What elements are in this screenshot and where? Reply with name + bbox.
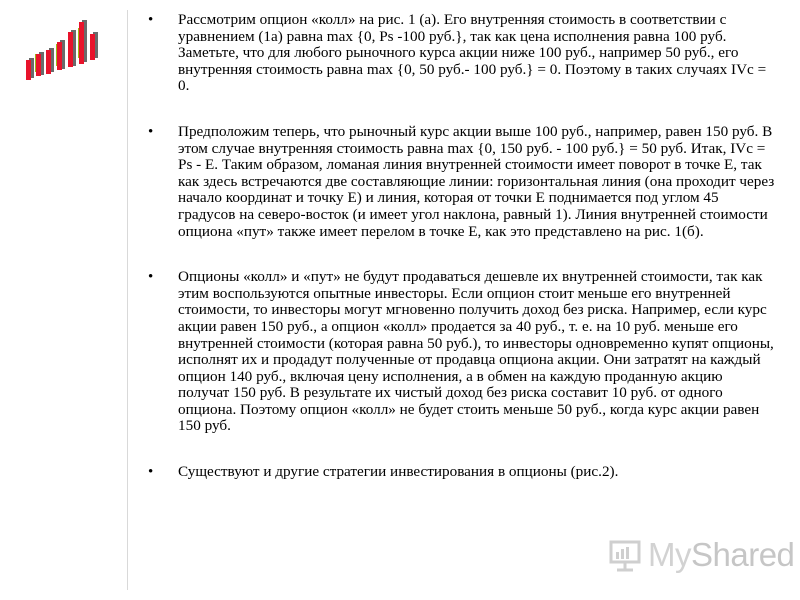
left-divider: [127, 10, 128, 590]
bullet-marker: •: [148, 464, 154, 481]
paragraph-text: Существуют и другие стратегии инвестирования в опционы (рис.2).: [178, 463, 619, 481]
paragraph-call-option: [148, 12, 776, 95]
presentation-board-icon: [608, 538, 642, 572]
paragraph-arbitrage: [148, 269, 776, 435]
bullet-marker: •: [148, 12, 154, 28]
bullet-marker: •: [148, 269, 154, 286]
bar-chart-logo-icon: [20, 10, 110, 90]
paragraph-text: Опционы «колл» и «пут» не будут продаваться дешевле их внутренней стоимости, так как этим воспользуются опытные инвесторы. Если опцион стоит меньше его внутренней стоимости, то инвесторы могут мгновенно получить доход без риска. Например, если курс акции равен 150 руб., а опцион «колл» продается за 40 руб., т. е. на 10 руб. меньше его внутренней стоимости (которая равна 50 руб.), то инвесторы одновременно купят опционы, исполнят их и продадут полученные от продавца опциона акции. Они затратят на каждый опцион 140 руб., включая цену исполнения, а в обмен на каждую проданную акцию получат 150 руб. В результате их чистый доход без риска составит 10 руб. от одного опциона. Поэтому опцион «колл» не будет стоить меньше 50 руб., когда курс акции равен 150 руб.: [178, 268, 774, 435]
slide-content: [148, 12, 776, 510]
bullet-marker: •: [148, 123, 154, 140]
myshared-watermark: [608, 535, 800, 575]
watermark-my: My: [648, 536, 691, 573]
paragraph-market-price: [148, 124, 776, 240]
watermark-shared: Shared: [691, 536, 795, 573]
paragraph-other-strategies: [148, 464, 776, 481]
paragraph-text: Предположим теперь, что рыночный курс акции выше 100 руб., например, равен 150 руб. В этом случае внутренняя стоимость равна max {0, 150 руб. - 100 руб.} = 50 руб. Итак, IVc = Рs - Е. Таким образом, ломаная линия внутренней стоимости имеет поворот в точке Е, так как здесь встречаются две составляющие линии: горизонтальная линия (она проходит через начало координат и точку Е) и линия, которая от точки Е поднимается под углом 45 градусов на северо-восток (и имеет угол наклона, равный 1). Линия внутренней стоимости опциона «пут» также имеет перелом в точке Е, как это представлено на рис. 1(б).: [178, 122, 775, 240]
paragraph-text: Рассмотрим опцион «колл» на рис. 1 (а). Его внутренняя стоимость в соответствии с уравнением (1а) равна max {0, Рs -100 руб.}, так как цена исполнения равна 100 руб. Заметьте, что для любого рыночного курса акции ниже 100 руб., например 50 руб., его внутренняя стоимость равна max {0, 50 руб.- 100 руб.} = 0. Поэтому в таких случаях IVc = 0.: [178, 11, 767, 95]
